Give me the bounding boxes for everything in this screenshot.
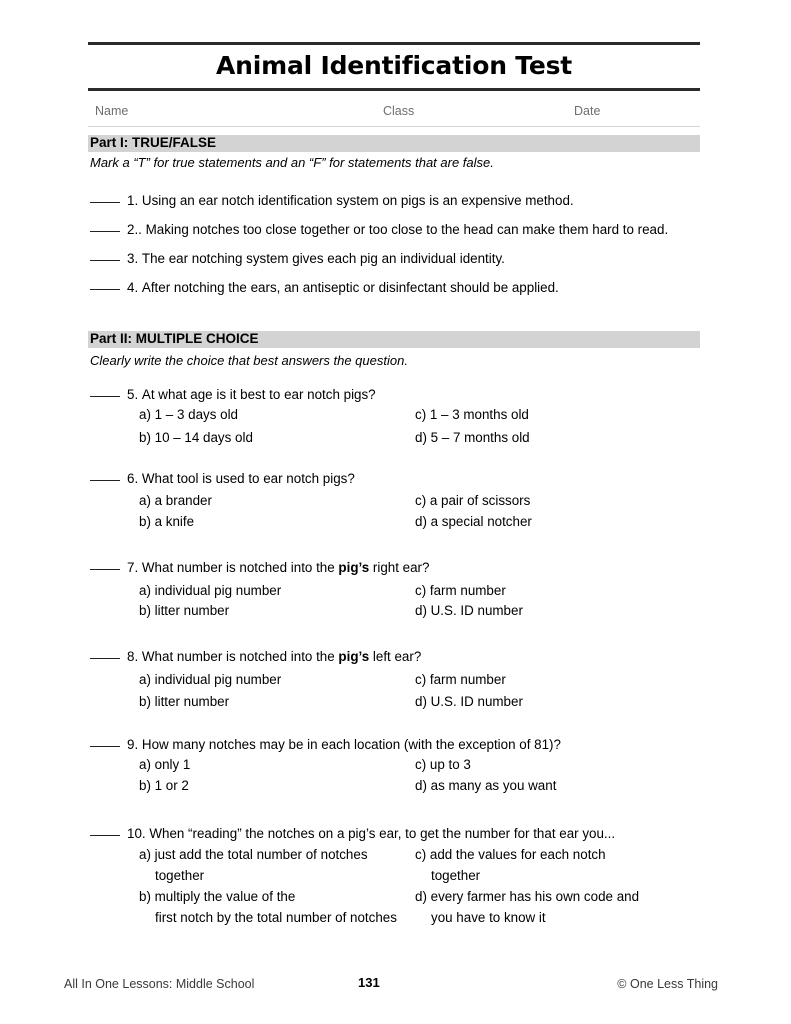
answer-blank-1[interactable] [90,202,120,203]
question-6-number: 6. [127,471,139,486]
truefalse-item-3-text: The ear notching system gives each pig an individual identity. [141,251,505,266]
question-8-prompt-pre: What number is notched into the [141,649,339,664]
question-5-option-c[interactable]: c) 1 – 3 months old [415,407,529,422]
question-10-option-c-cont: together [431,868,481,883]
question-7-number: 7. [127,560,139,575]
truefalse-item-3 [90,250,710,267]
truefalse-item-4-number: 4. [127,280,139,295]
question-10-option-b[interactable]: b) multiply the value of the [139,889,296,904]
question-7-option-d[interactable]: d) U.S. ID number [415,603,523,618]
student-info-row [88,103,700,127]
question-8-option-c[interactable]: c) farm number [415,672,506,687]
part1-instructions: Mark a “T” for true statements and an “F” for statements that are false. [90,155,494,170]
question-5-option-b[interactable]: b) 10 – 14 days old [139,430,253,445]
question-7-prompt-pre: What number is notched into the [141,560,339,575]
question-8-option-b[interactable]: b) litter number [139,694,230,709]
answer-blank-8[interactable] [90,658,120,659]
answer-blank-3[interactable] [90,260,120,261]
question-10-option-c[interactable]: c) add the values for each notch [415,847,606,862]
question-10-option-d-cont: you have to know it [431,910,546,925]
answer-blank-10[interactable] [90,835,120,836]
question-10 [90,825,615,842]
truefalse-item-3-number: 3. [127,251,139,266]
question-9-prompt: How many notches may be in each location (with the exception of 81)? [141,737,561,752]
part2-heading: Part II: MULTIPLE CHOICE [90,331,259,346]
answer-blank-7[interactable] [90,569,120,570]
truefalse-item-1 [90,192,710,209]
question-7-option-b[interactable]: b) litter number [139,603,230,618]
header-rule-bottom [88,88,700,91]
question-6-option-a[interactable]: a) a brander [139,493,212,508]
question-9-number: 9. [127,737,139,752]
question-10-option-d[interactable]: d) every farmer has his own code and [415,889,640,904]
question-8-prompt-emphasis: pig’s [338,649,370,664]
question-6-option-d[interactable]: d) a special notcher [415,514,532,529]
truefalse-item-4-text: After notching the ears, an antiseptic or disinfectant should be applied. [141,280,559,295]
question-5 [90,386,376,403]
question-8-option-a[interactable]: a) individual pig number [139,672,282,687]
question-9-option-b[interactable]: b) 1 or 2 [139,778,189,793]
answer-blank-5[interactable] [90,396,120,397]
part2-instructions: Clearly write the choice that best answers the question. [90,353,408,368]
question-10-option-b-cont: first notch by the total number of notches [155,910,397,925]
question-7-prompt-post: right ear? [369,560,430,575]
question-5-prompt: At what age is it best to ear notch pigs? [141,387,376,402]
question-8-prompt-post: left ear? [369,649,422,664]
question-8 [90,648,421,665]
question-7 [90,559,429,576]
question-10-number: 10. [127,826,146,841]
question-9-option-c[interactable]: c) up to 3 [415,757,471,772]
question-9-option-a[interactable]: a) only 1 [139,757,191,772]
question-5-number: 5. [127,387,139,402]
class-field-label: Class [383,104,415,118]
footer-lesson-title: All In One Lessons: Middle School [64,977,255,991]
question-6 [90,470,355,487]
question-10-option-a[interactable]: a) just add the total number of notches [139,847,368,862]
truefalse-item-2-text: Making notches too close together or too close to the head can make them hard to read. [145,222,669,237]
document-header [88,42,700,91]
question-10-prompt: When “reading” the notches on a pig’s ear, to get the number for that ear you... [149,826,616,841]
footer-copyright: © One Less Thing [617,977,718,991]
footer-page-number: 131 [358,975,380,990]
question-7-option-a[interactable]: a) individual pig number [139,583,282,598]
question-7-option-c[interactable]: c) farm number [415,583,506,598]
question-6-option-c[interactable]: c) a pair of scissors [415,493,531,508]
answer-blank-9[interactable] [90,746,120,747]
question-6-prompt: What tool is used to ear notch pigs? [141,471,355,486]
answer-blank-6[interactable] [90,480,120,481]
date-field-label: Date [574,104,601,118]
name-field-label: Name [95,104,129,118]
question-10-option-a-cont: together [155,868,205,883]
truefalse-item-1-number: 1. [127,193,139,208]
answer-blank-4[interactable] [90,289,120,290]
question-9-option-d[interactable]: d) as many as you want [415,778,557,793]
part1-heading-bar [88,135,700,152]
question-5-option-d[interactable]: d) 5 – 7 months old [415,430,530,445]
truefalse-item-1-text: Using an ear notch identification system on pigs is an expensive method. [141,193,574,208]
question-5-option-a[interactable]: a) 1 – 3 days old [139,407,239,422]
question-7-prompt-emphasis: pig’s [338,560,370,575]
question-8-option-d[interactable]: d) U.S. ID number [415,694,523,709]
answer-blank-2[interactable] [90,231,120,232]
page-title: Animal Identification Test [215,51,573,80]
truefalse-item-2 [90,221,710,238]
question-6-option-b[interactable]: b) a knife [139,514,195,529]
part2-heading-bar [88,331,700,348]
question-8-number: 8. [127,649,139,664]
truefalse-item-4 [90,279,710,296]
part1-heading: Part I: TRUE/FALSE [90,135,217,150]
truefalse-item-2-number: 2.. [127,222,142,237]
question-9 [90,736,561,753]
